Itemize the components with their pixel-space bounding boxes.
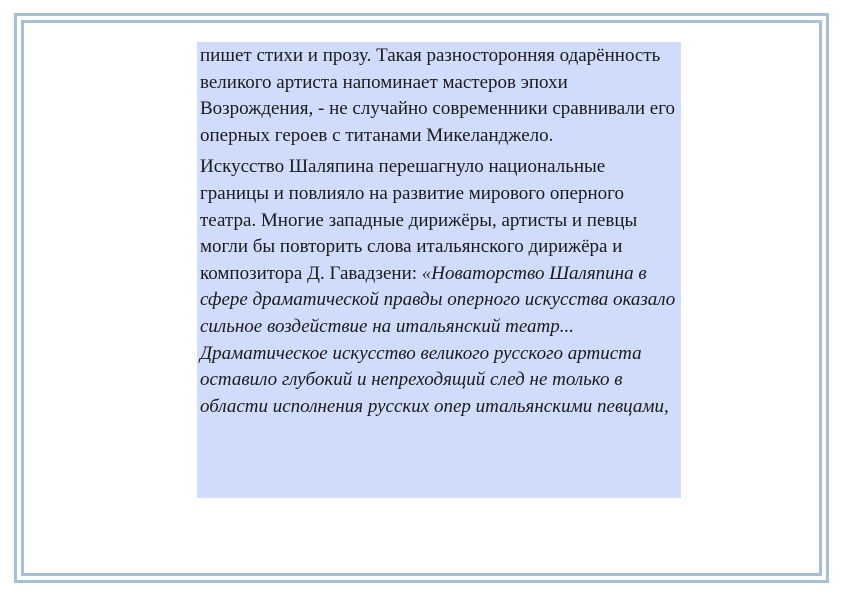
text-box [197,42,681,498]
gavazzeni-quote: «Новаторство Шаляпина в сфере драматической правды оперного искусства оказало сильное воздействие на итальянский театр... Драматическое искусство великого русского артиста оставило глубокий и непреходящий след не только в области исполнения русских опер итальянскими певцами, [200,262,676,417]
paragraph-1: пишет стихи и прозу. Такая разносторонняя одарённость великого артиста напоминает мастеров эпохи Возрождения, - не случайно современники сравнивали его оперных героев с титанами Микеланджело. [200,45,676,146]
paragraph-2-text: Искусство Шаляпина перешагнуло национальные границы и повлияло на развитие мирового оперного театра. Многие западные дирижёры, артисты и певцы могли бы повторить слова итальянского дирижёра и композитора Д. Гавадзени: [200,156,638,284]
paragraph-2 [200,154,678,420]
